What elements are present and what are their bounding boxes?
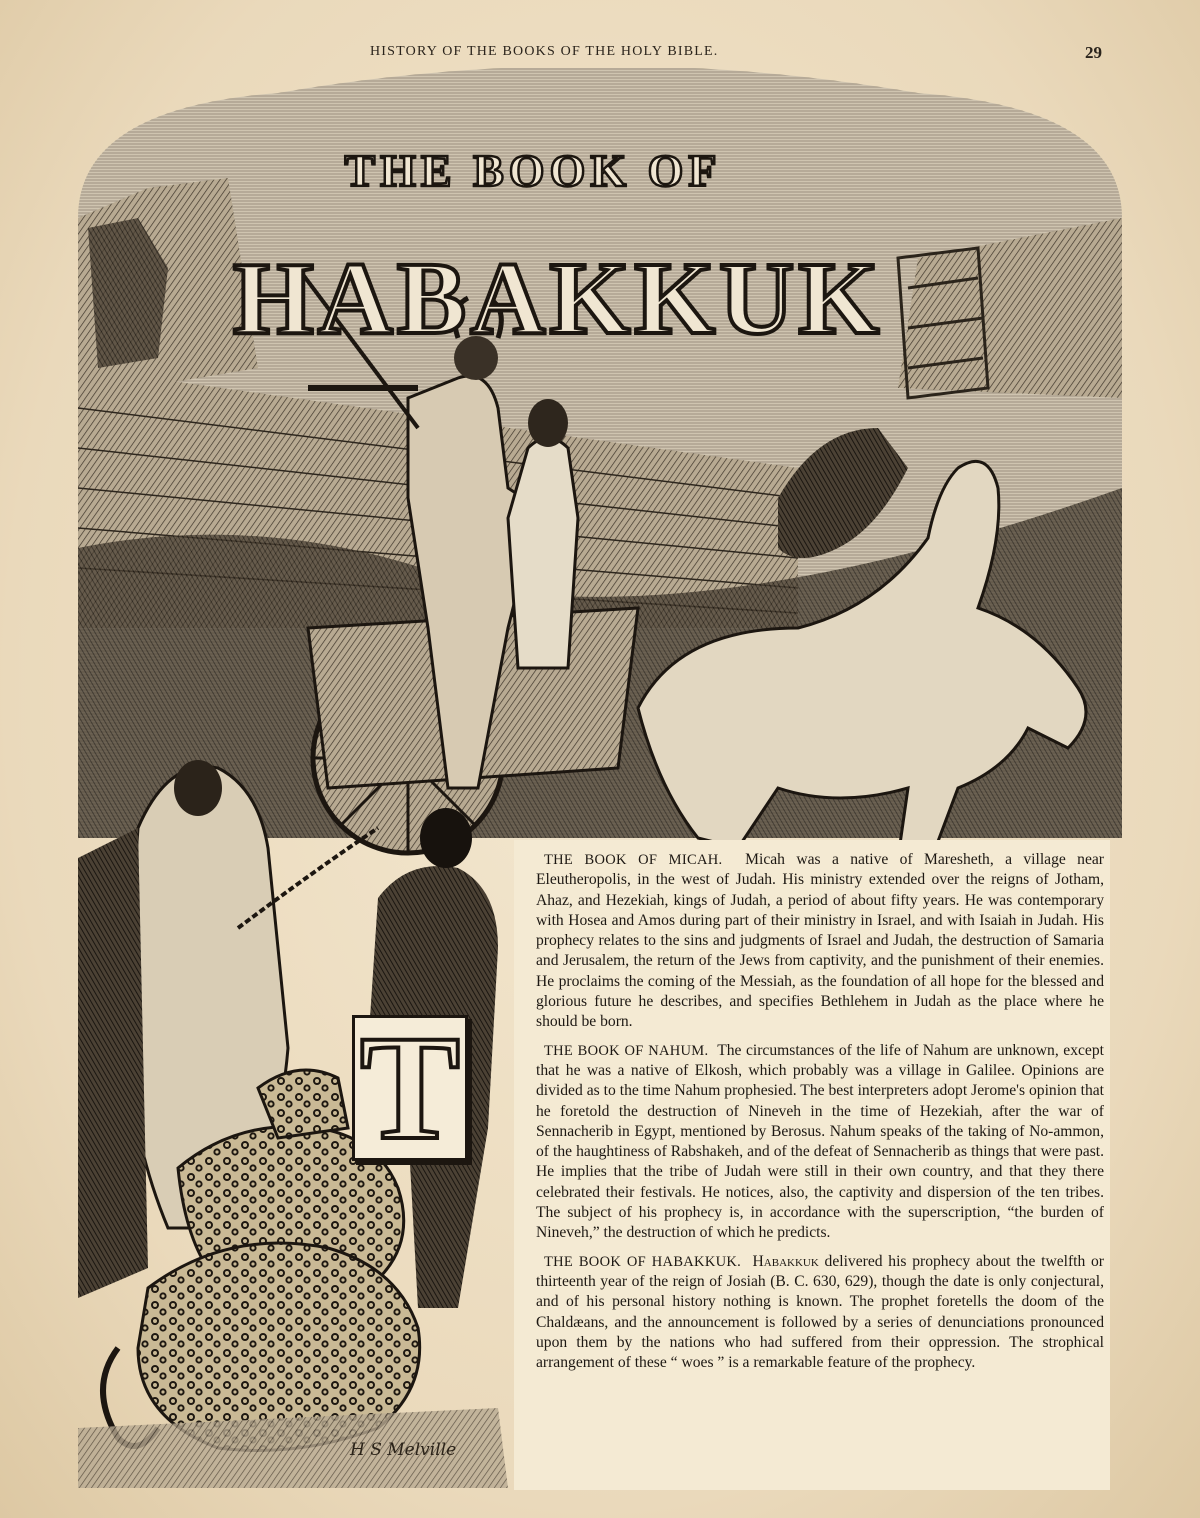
drop-cap-letter: T: [352, 1015, 468, 1161]
illustration-title-line1: THE BOOK OF: [344, 145, 722, 196]
illustration-title-line2: HABAKKUK: [232, 241, 884, 356]
section-heading: THE BOOK OF HABAKKUK.: [544, 1253, 742, 1270]
section-heading: THE BOOK OF MICAH.: [544, 852, 723, 868]
artist-signature: H S Melville: [350, 1440, 457, 1460]
section-body: Micah was a native of Maresheth, a village near Eleutheropolis, in the west of Judah. His ministry extended over the reigns of Jotham, Ahaz, and Hezekiah, kings of Judah, a period of about fifty years. He was contemporary with Hosea and Amos during part of their ministry in Israel, and with Isaiah in Judah. His prophecy relates to the sins and judgments of Israel and Judah, the destruction of Samaria and Jerusalem, the return of the Jews from captivity, and the punishment of their enemies. He proclaims the coming of the Messiah, as the foundation of all hope for the blessed and glorious future he describes, and specifies Bethlehem in Judah as the place where he should be born.: [536, 851, 1104, 1031]
section-body: delivered his prophecy about the twelfth or thirteenth year of the reign of Josiah (B. C. 630, 629), though the date is only conjectural, and of his personal history nothing is known. The prophet foretells the doom of the Chaldæans, and the announcement is followed by a series of denunciations pronounced upon them by the nations who had suffered from their oppression. The strophical arrangement of these “ woes ” is a remarkable feature of the prophecy.: [536, 1252, 1104, 1372]
text-panel: [514, 840, 1110, 1490]
section-micah: [536, 850, 1104, 1033]
section-heading: THE BOOK OF NAHUM.: [544, 1042, 709, 1059]
section-habakkuk: [536, 1252, 1104, 1374]
running-head: HISTORY OF THE BOOKS OF THE HOLY BIBLE.: [370, 44, 719, 59]
section-nahum: [536, 1041, 1104, 1244]
section-body: The circumstances of the life of Nahum are unknown, except that he was a native of Elkosh, which probably was a village in Galilee. Opinions are divided as to the time Nahum prophesied. The best interpreters adopt Jerome's opinion that he foretold the destruction of Nineveh in the time of Hezekiah, after the war of Sennacherib in Egypt, mentioned by Berosus. Nahum speaks of the taking of No-ammon, of the haughtiness of Rabshakeh, and of the defeat of Sennacherib as things that were past. He implies that the tribe of Judah were still in their own country, and that they there celebrated their festivals. He notices, also, the captivity and dispersion of the ten tribes. The subject of his prophecy is, in accordance with the superscription, “the burden of Nineveh,” the destruction of which he predicts.: [536, 1041, 1104, 1242]
page-number: 29: [1085, 43, 1102, 62]
section-lead-word: Habakkuk: [752, 1252, 819, 1270]
